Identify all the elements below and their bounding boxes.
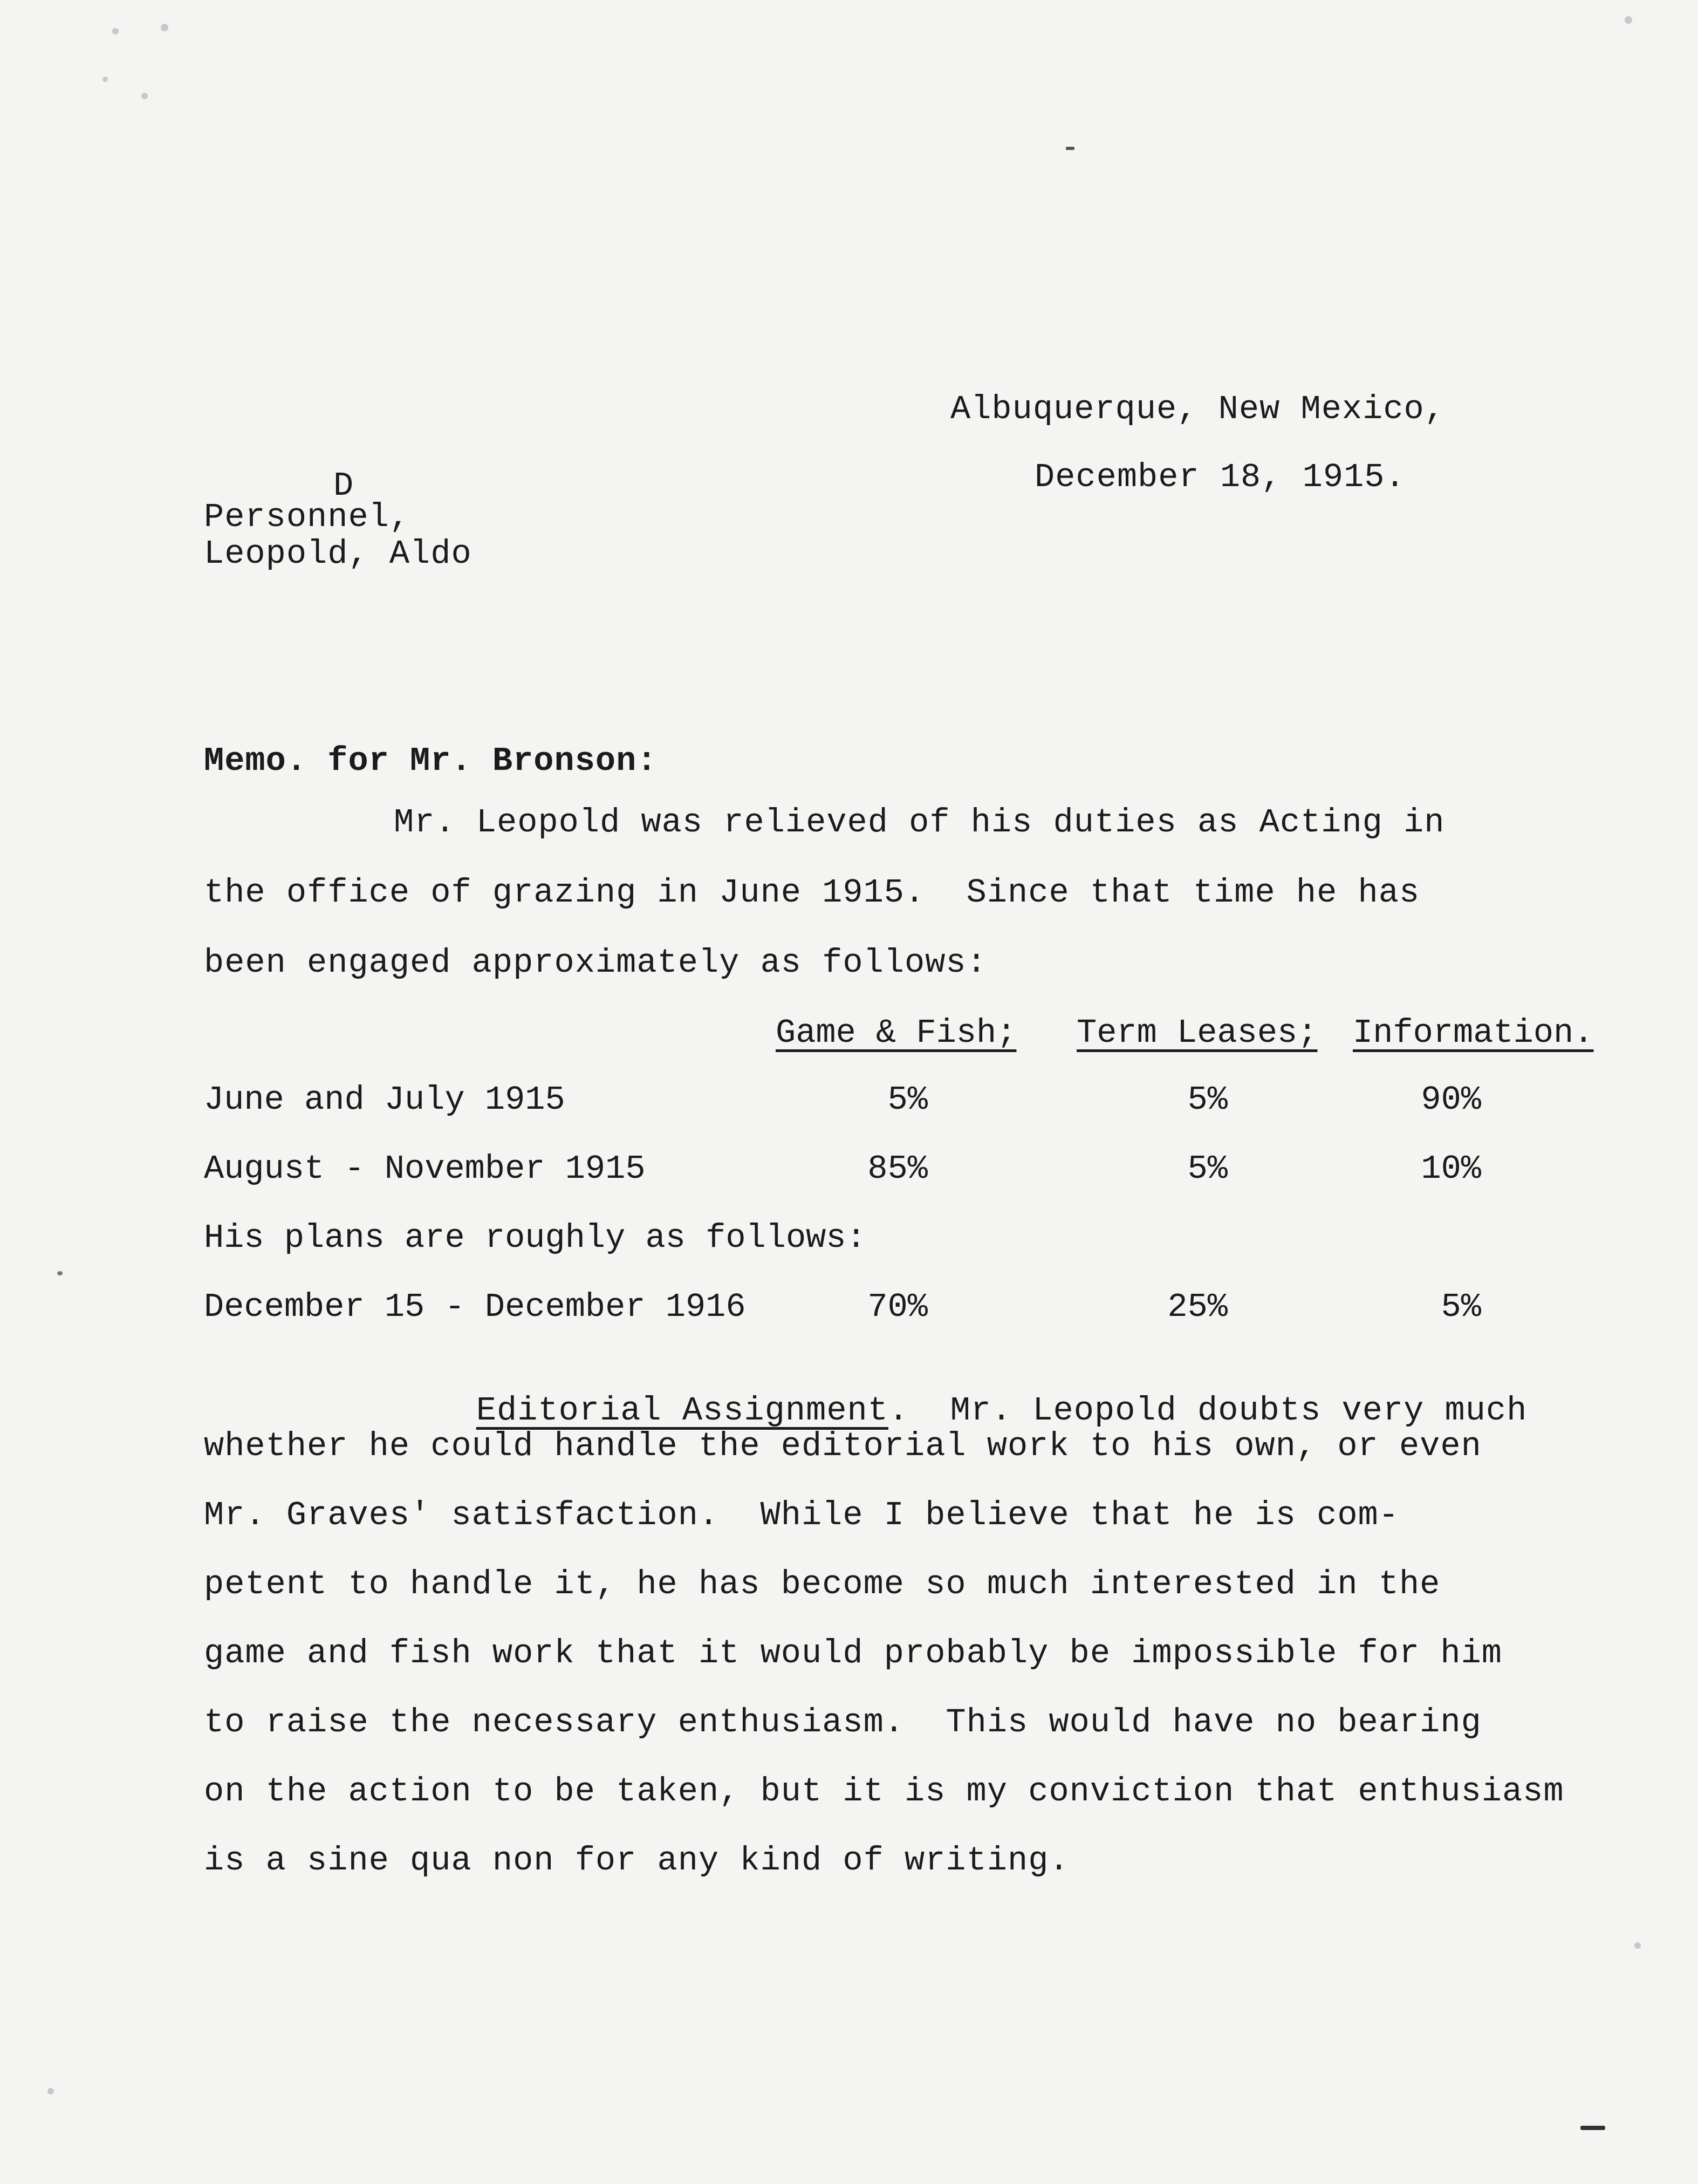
- scan-speck: [1580, 2126, 1605, 2130]
- paragraph-line: petent to handle it, he has become so much interested in the: [204, 1565, 1441, 1603]
- table-row-label: December 15 - December 1916: [204, 1288, 746, 1326]
- paragraph-line: whether he could handle the editorial work to his own, or even: [204, 1427, 1482, 1465]
- header-date: December 18, 1915.: [1035, 458, 1406, 496]
- column-header-game-fish: Game & Fish;: [776, 1014, 1017, 1052]
- scan-speck: [1634, 1942, 1641, 1949]
- table-row-label: August - November 1915: [204, 1150, 646, 1188]
- paragraph-line: is a sine qua non for any kind of writing.: [204, 1841, 1070, 1880]
- scan-speck: [141, 93, 148, 99]
- table-cell-information: 5%: [1441, 1288, 1481, 1326]
- scan-speck: [1066, 147, 1074, 150]
- header-location: Albuquerque, New Mexico,: [950, 390, 1445, 428]
- table-cell-information: 10%: [1421, 1150, 1481, 1188]
- scan-speck: [112, 28, 119, 35]
- file-category: Personnel,: [204, 498, 410, 536]
- table-cell-term-leases: 5%: [1187, 1150, 1228, 1188]
- paragraph-line: been engaged approximately as follows:: [204, 944, 987, 982]
- paragraph-line: Mr. Graves' satisfaction. While I believe that he is com-: [204, 1496, 1399, 1534]
- paragraph-line: game and fish work that it would probably be impossible for him: [204, 1634, 1502, 1673]
- paragraph-line: on the action to be taken, but it is my conviction that enthusiasm: [204, 1772, 1564, 1811]
- table-cell-term-leases: 5%: [1187, 1081, 1228, 1119]
- scan-speck: [47, 2088, 54, 2094]
- scan-speck: [102, 77, 108, 82]
- table-cell-game-fish: 70%: [867, 1288, 928, 1326]
- table-cell-information: 90%: [1421, 1081, 1481, 1119]
- memo-salutation: Memo. for Mr. Bronson:: [204, 742, 658, 780]
- scan-speck: [1625, 16, 1632, 24]
- editorial-first-text: . Mr. Leopold doubts very much: [888, 1391, 1528, 1430]
- scan-speck: [57, 1271, 63, 1275]
- paragraph-line: Mr. Leopold was relieved of his duties as Acting in: [394, 803, 1445, 842]
- file-code: D: [333, 467, 354, 505]
- table-cell-term-leases: 25%: [1167, 1288, 1228, 1326]
- table-cell-game-fish: 5%: [887, 1081, 928, 1119]
- table-cell-game-fish: 85%: [867, 1150, 928, 1188]
- column-header-information: Information.: [1353, 1014, 1594, 1052]
- editorial-heading: Editorial Assignment: [476, 1391, 888, 1430]
- plans-intro: His plans are roughly as follows:: [204, 1219, 866, 1257]
- table-row-label: June and July 1915: [204, 1081, 565, 1119]
- scan-speck: [161, 24, 168, 31]
- paragraph-line: to raise the necessary enthusiasm. This would have no bearing: [204, 1703, 1482, 1742]
- column-header-term-leases: Term Leases;: [1077, 1014, 1318, 1052]
- file-subject: Leopold, Aldo: [204, 535, 472, 573]
- paragraph-line: the office of grazing in June 1915. Since that time he has: [204, 873, 1420, 912]
